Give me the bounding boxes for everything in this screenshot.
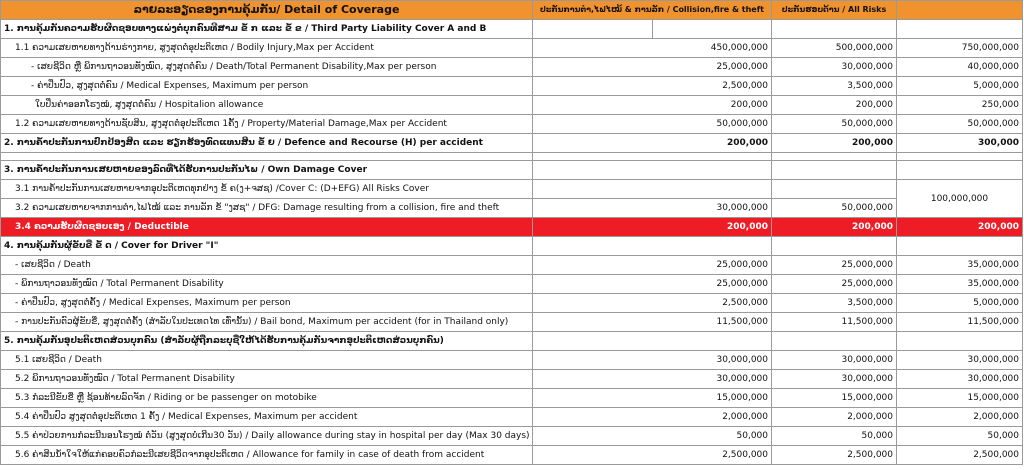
table-row xyxy=(1,134,1023,153)
row-label: 5.5 ຄ່າປ່ວຍການກໍລະນີນອນໂຮງໝໍ ຕໍ່ວັນ (ສູງສຸດບໍ່ເກີນ30 ວັນ) / Daily allowance during stay in hospital per day (Max 30 days) xyxy=(1,427,533,446)
row-label: - ຄ່າປິ່ນປົວ, ສູງສຸດຕໍ່ຄົນ / Medical Expenses, Maximum per person xyxy=(1,77,533,96)
value-all-risks: 25,000,000 xyxy=(772,275,897,294)
value-extra: 50,000,000 xyxy=(897,115,1023,134)
value-all-risks: 500,000,000 xyxy=(772,39,897,58)
value-extra: 35,000,000 xyxy=(897,256,1023,275)
value-collision: 25,000,000 xyxy=(533,275,772,294)
value-all-risks: 3,500,000 xyxy=(772,77,897,96)
value-extra: 100,000,000 xyxy=(897,180,1023,218)
row-label: 1.2 ຄວາມເສຍຫາຍທາງດ້ານຊັບສິນ, ສູງສຸດຕໍ່ອຸປະຕິເຫດ 1ຄັ້ງ / Property/Material Damage,Max per Accident xyxy=(1,115,533,134)
value-extra: 50,000 xyxy=(897,427,1023,446)
value-extra: 2,000,000 xyxy=(897,408,1023,427)
value-collision: 50,000,000 xyxy=(533,115,772,134)
table-row xyxy=(1,96,1023,115)
table-row xyxy=(1,237,1023,256)
row-label: 5.4 ຄ່າປິ່ນປົວ ສູງສຸດຕໍ່ອຸປະຕິເຫດ 1 ຄັ້ງ / Medical Expenses, Maximum per accident xyxy=(1,408,533,427)
value-collision: 25,000,000 xyxy=(533,58,772,77)
table-row xyxy=(1,408,1023,427)
row-label: 3.1 ການຄ້ຳປະກັນການເສຍຫາຍຈາກອຸປະຕິເຫດທຸກຢ່າງ ຂໍ້ ຄ(ງ+ຈສຊ) /Cover C: (D+EFG) All Risks Cover xyxy=(1,180,533,199)
collision-fire-theft-header: ປະກັນການຕຳ,ໄຟໄໝ້ & ການລັກ / Collision,fire & theft xyxy=(533,1,772,20)
table-row xyxy=(1,77,1023,96)
row-label: - ພິການຖາວອນທັງໝົດ / Total Permanent Disability xyxy=(1,275,533,294)
row-label: 5.6 ຄ່າສິນນ້ຳໃຈໃຫ້ແກ່ຄອບຄົວກໍລະນີເສຍຊີວິດຈາກອຸປະຕິເຫດ / Allowance for family in case of death from accident xyxy=(1,446,533,465)
value-extra: 15,000,000 xyxy=(897,389,1023,408)
table-row xyxy=(1,332,1023,351)
value-all-risks: 15,000,000 xyxy=(772,389,897,408)
table-row xyxy=(1,370,1023,389)
table-row xyxy=(1,39,1023,58)
row-label: 5. ການຄຸ້ມກັນອຸປະຕິເຫດສ່ວນບຸກຄົນ (ສຳລັບຜູ້ຖືກລະບຸຊື່ໃຫ້ໄດ້ຮັບການຄຸ້ມກັນຈາກອຸປະຕິເຫດສ່ວນບຸກຄົນ) xyxy=(1,332,533,351)
value-extra: 30,000,000 xyxy=(897,351,1023,370)
value-collision: 30,000,000 xyxy=(533,351,772,370)
row-label: - ການປະກັນຕົວຜູ້ຂັບຂີ່, ສູງສຸດຕໍ່ຄັ້ງ (ສຳລັບໃນປະເທດໄທ ເທົ່ານັ້ນ) / Bail bond, Maximum per accident (for in Thailand only) xyxy=(1,313,533,332)
value-collision: 200,000 xyxy=(533,96,772,115)
value-collision: 30,000,000 xyxy=(533,370,772,389)
empty-header xyxy=(897,1,1023,20)
value-all-risks: 3,500,000 xyxy=(772,294,897,313)
value-collision: 200,000 xyxy=(533,218,772,237)
row-label: 4. ການຄຸ້ມກັນຜູ້ຂັບຂີ່ ຂໍ້ ດ / Cover for Driver "I" xyxy=(1,237,533,256)
value-all-risks: 200,000 xyxy=(772,218,897,237)
table-row xyxy=(1,58,1023,77)
row-label: 5.3 ກໍລະນີຂັບຂີ່ ຫຼື ຊ້ອນທ້າຍລົດຈັກ / Riding or be passenger on motobike xyxy=(1,389,533,408)
table-row xyxy=(1,115,1023,134)
row-label: 5.2 ພິການຖາວອນທັງໝົດ / Total Permanent Disability xyxy=(1,370,533,389)
value-collision: 15,000,000 xyxy=(533,389,772,408)
value-all-risks: 2,500,000 xyxy=(772,446,897,465)
table-row xyxy=(1,389,1023,408)
row-label: 3.2 ຄວາມເສຍຫາຍຈາກການຕຳ,ໄຟໄໝ້ ແລະ ການລັກ ຂໍ້ "ງສຊ" / DFG: Damage resulting from a collision, fire and theft xyxy=(1,199,533,218)
value-all-risks: 25,000,000 xyxy=(772,256,897,275)
header-row xyxy=(1,1,1023,20)
all-risks-header: ປະກັນຮອບດ້ານ / All Risks xyxy=(772,1,897,20)
value-all-risks: 11,500,000 xyxy=(772,313,897,332)
row-label: 5.1 ເສຍຊີວິດ / Death xyxy=(1,351,533,370)
value-collision: 30,000,000 xyxy=(533,199,772,218)
value-all-risks: 50,000,000 xyxy=(772,199,897,218)
value-all-risks: 200,000 xyxy=(772,96,897,115)
value-all-risks: 30,000,000 xyxy=(772,58,897,77)
value-extra: 35,000,000 xyxy=(897,275,1023,294)
row-label: - ເສຍຊີວິດ ຫຼື ພິການຖາວອນທັງໝົດ, ສູງສຸດຕໍ່ຄົນ / Death/Total Permanent Disability,Max per person xyxy=(1,58,533,77)
row-label: ໃບປິ່ນຄ່າອອກໂຮງໝໍ, ສູງສຸດຕໍ່ຄົນ / Hospitalion allowance xyxy=(1,96,533,115)
value-all-risks: 50,000,000 xyxy=(772,115,897,134)
value-collision: 25,000,000 xyxy=(533,256,772,275)
value-all-risks: 50,000 xyxy=(772,427,897,446)
value-collision: 50,000 xyxy=(533,427,772,446)
spacer-row xyxy=(1,153,1023,161)
value-collision: 11,500,000 xyxy=(533,313,772,332)
row-label: 2. ການຄ້ຳປະກັນການປົກປ້ອງສິດ ແລະ ຮຽກຮ້ອງທົດແທນສິນ ຂໍ້ ຍ / Defence and Recourse (H) per accident xyxy=(1,134,533,153)
table-row xyxy=(1,199,1023,218)
deductible-row xyxy=(1,218,1023,237)
table-row xyxy=(1,313,1023,332)
table-row xyxy=(1,20,1023,39)
value-extra: 5,000,000 xyxy=(897,77,1023,96)
row-label: - ເສຍຊີວິດ / Death xyxy=(1,256,533,275)
value-all-risks: 30,000,000 xyxy=(772,351,897,370)
value-extra: 11,500,000 xyxy=(897,313,1023,332)
table-row xyxy=(1,446,1023,465)
value-extra: 40,000,000 xyxy=(897,58,1023,77)
value-extra: 30,000,000 xyxy=(897,370,1023,389)
table-row xyxy=(1,256,1023,275)
value-extra: 2,500,000 xyxy=(897,446,1023,465)
value-all-risks: 200,000 xyxy=(772,134,897,153)
row-label: 3.4 ຄວາມຮັບຜິດຊອບເອງ / Deductible xyxy=(1,218,533,237)
value-extra: 200,000 xyxy=(897,218,1023,237)
value-collision: 450,000,000 xyxy=(533,39,772,58)
value-collision: 2,500,000 xyxy=(533,294,772,313)
table-row xyxy=(1,180,1023,199)
value-extra: 250,000 xyxy=(897,96,1023,115)
value-extra: 300,000 xyxy=(897,134,1023,153)
table-row xyxy=(1,161,1023,180)
value-extra: 5,000,000 xyxy=(897,294,1023,313)
row-label: 1. ການຄຸ້ມກັນຄວາມຮັບຜິດຊອບທາງແພ່ງຕໍ່ບຸກຄົນທີສາມ ຂໍ້ ກ ແລະ ຂໍ້ ຂ / Third Party Liability Cover A and B xyxy=(1,20,533,39)
row-label: 3. ການຄ້ຳປະກັນການເສຍຫາຍຂອງລົດທີ່ໄດ້ຮັບການປະກັນໄພ / Own Damage Cover xyxy=(1,161,533,180)
value-collision: 2,000,000 xyxy=(533,408,772,427)
table-row xyxy=(1,294,1023,313)
value-collision: 2,500,000 xyxy=(533,446,772,465)
table-row xyxy=(1,427,1023,446)
value-extra: 750,000,000 xyxy=(897,39,1023,58)
table-row xyxy=(1,275,1023,294)
value-all-risks: 2,000,000 xyxy=(772,408,897,427)
value-all-risks: 30,000,000 xyxy=(772,370,897,389)
value-collision: 2,500,000 xyxy=(533,77,772,96)
row-label: 1.1 ຄວາມເສຍຫາຍທາງດ້ານຮ່າງກາຍ, ສູງສຸດຕໍ່ອຸປະຕິເຫດ / Bodily Injury,Max per Accident xyxy=(1,39,533,58)
value-collision: 200,000 xyxy=(533,134,772,153)
detail-of-coverage-header: ລາຍລະອຽດຂອງການຄຸ້ມກັນ/ Detail of Coverage xyxy=(1,1,533,20)
table-row xyxy=(1,351,1023,370)
row-label: - ຄ່າປິ່ນປົວ, ສູງສຸດຕໍ່ຄັ້ງ / Medical Expenses, Maximum per person xyxy=(1,294,533,313)
